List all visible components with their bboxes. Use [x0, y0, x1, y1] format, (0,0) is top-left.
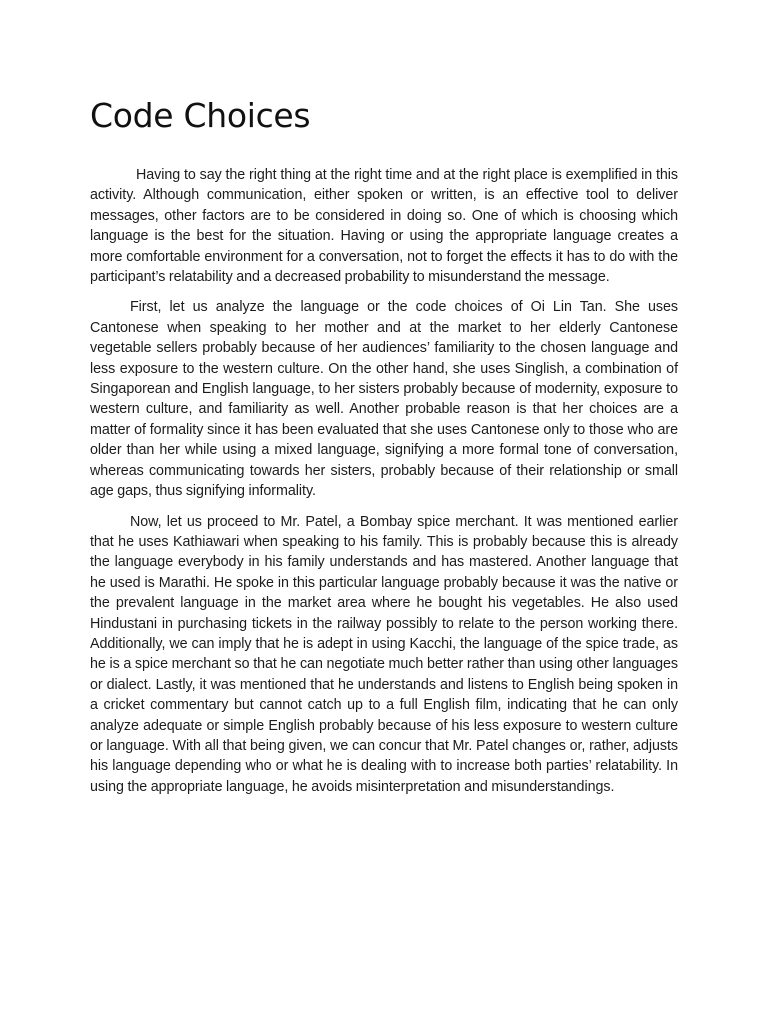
document-title: Code Choices — [90, 96, 311, 135]
document-body — [90, 165, 678, 807]
paragraph-oi-lin-tan: First, let us analyze the language or the code choices of Oi Lin Tan. She uses Cantonese when speaking to her mother and at the market to her elderly Cantonese vegetable sellers probably because of her audiences’ familiarity to the chosen language and less exposure to the western culture. On the other hand, she uses Singlish, a combination of Singaporean and English language, to her sisters probably because of modernity, exposure to western culture, and familiarity as well. Another probable reason is that her choices are a matter of formality since it has been evaluated that she uses Cantonese only to those who are older than her while using a mixed language, signifying a more formal tone of conversation, whereas communicating towards her sisters, probably because of their relationship or small age gaps, thus signifying informality. — [90, 299, 678, 500]
paragraph-introduction: Having to say the right thing at the right time and at the right place is exemplified in this activity. Although communication, either spoken or written, is an effective tool to deliver messages, other factors are to be considered in doing so. One of which is choosing which language is the best for the situation. Having or using the appropriate language creates a more comfortable environment for a conversation, not to forget the effects it has to do with the participant’s relatability and a decreased probability to misunderstand the message. — [90, 167, 678, 286]
paragraph-mr-patel: Now, let us proceed to Mr. Patel, a Bombay spice merchant. It was mentioned earlier that he uses Kathiawari when speaking to his family. This is probably because this is already the language everybody in his family understands and has mastered. Another language that he used is Marathi. He spoke in this particular language probably because it was the native or the prevalent language in the market area where he bought his vegetables. He also used Hindustani in purchasing tickets in the railway possibly to relate to the person working there. Additionally, we can imply that he is adept in using Kacchi, the language of the spice trade, as he is a spice merchant so that he can negotiate much better rather than using other languages or dialect. Lastly, it was mentioned that he understands and listens to English being spoken in a cricket commentary but cannot catch up to a full English film, indicating that he can only analyze adequate or simple English probably because of his less exposure to western culture or language. With all that being given, we can concur that Mr. Patel changes or, rather, adjusts his language depending who or what he is dealing with to increase both parties’ relatability. In using the appropriate language, he avoids misinterpretation and misunderstandings. — [90, 513, 678, 795]
